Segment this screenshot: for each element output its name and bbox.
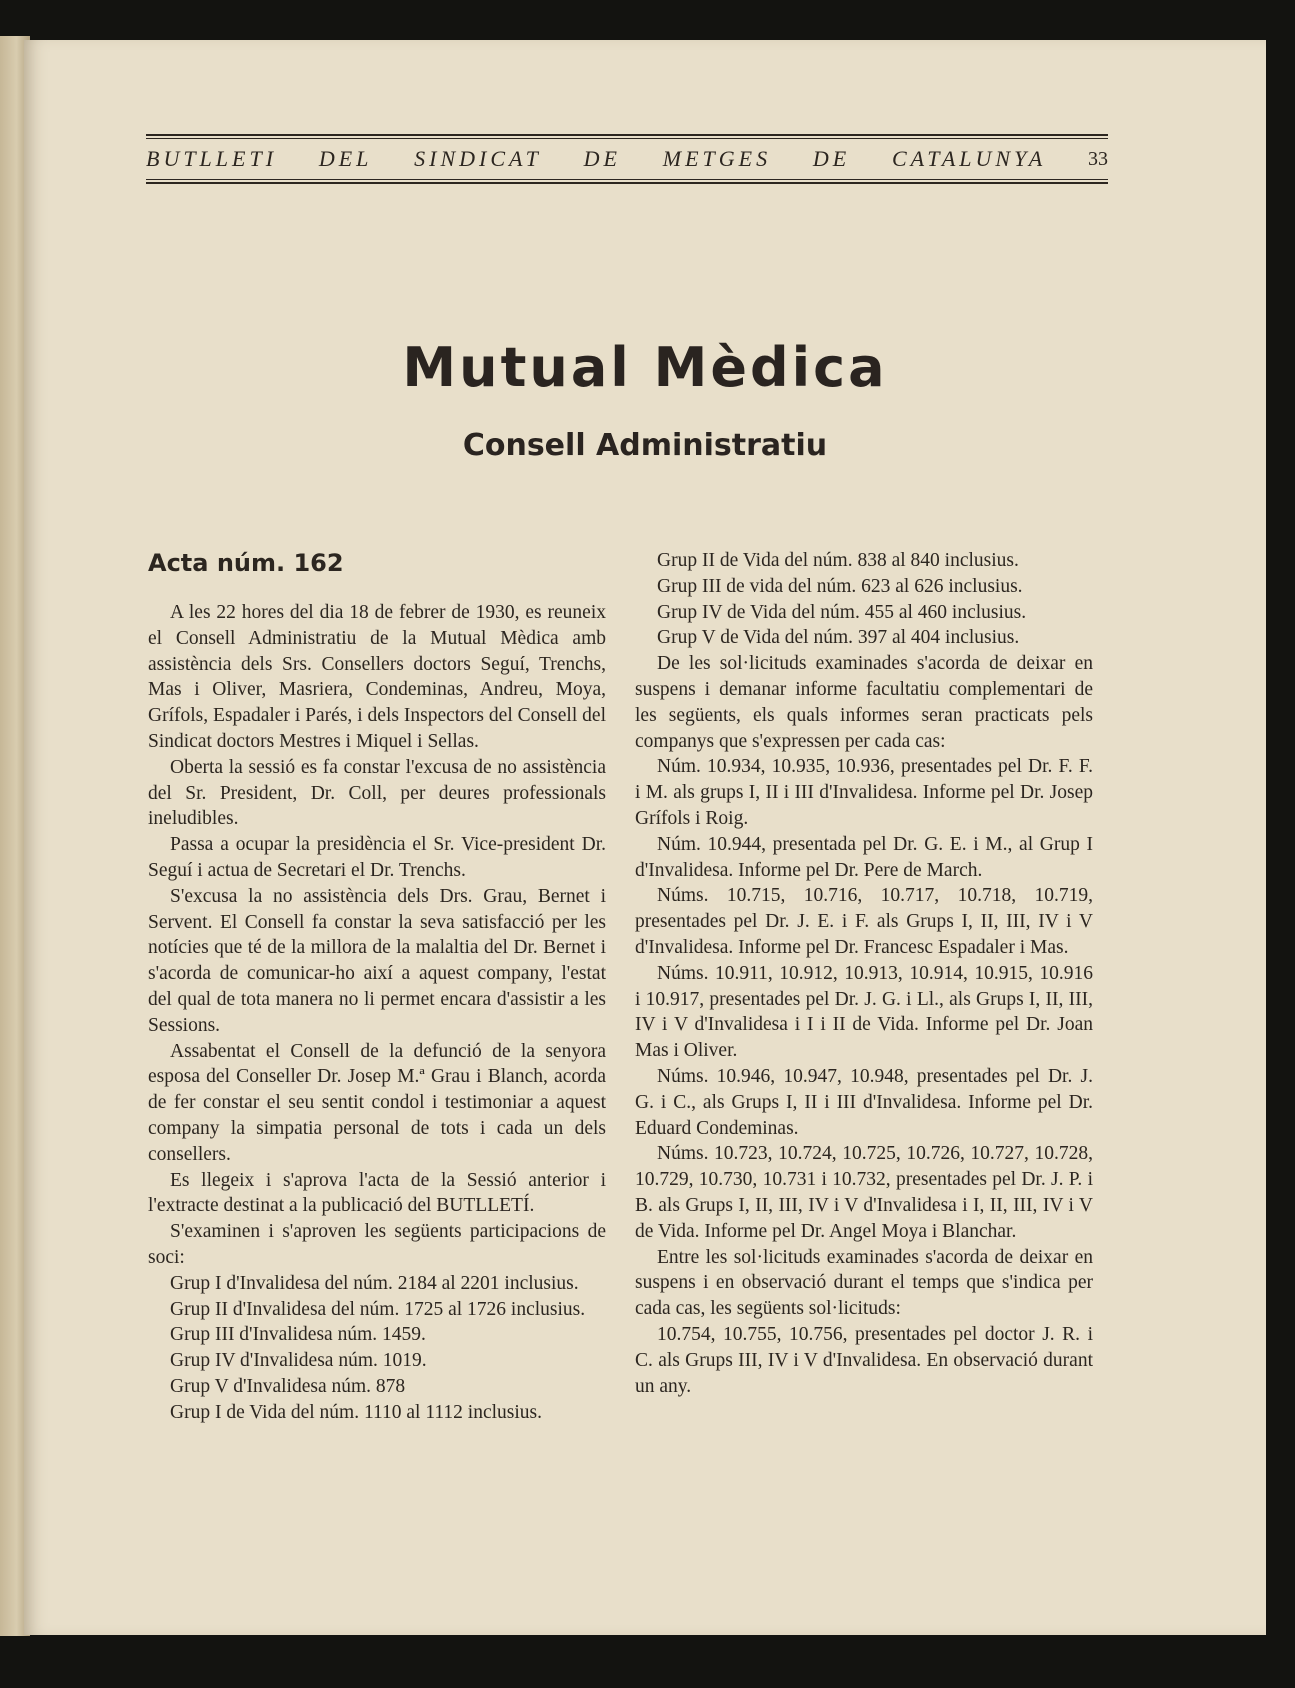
- header-word: DE: [812, 146, 851, 171]
- header-word: DE: [583, 146, 621, 171]
- paragraph: Grup I d'Invalidesa del núm. 2184 al 2201 inclusius.: [170, 1272, 579, 1294]
- paragraph: 10.754, 10.755, 10.756, presentades pel doctor J. R. i C. als Grups III, IV i V d'Invalidesa. En observació durant un any.: [635, 1323, 1093, 1397]
- paragraph: Grup V de Vida del núm. 397 al 404 inclusius.: [657, 627, 1020, 649]
- running-header: [146, 134, 1108, 186]
- header-line: [146, 141, 1108, 179]
- paragraph: Entre les sol·licituds examinades s'acorda de deixar en suspens i en observació durant el temps que s'indica per cada cas, les següents sol·licituds:: [635, 1246, 1093, 1320]
- paragraph: Núms. 10.911, 10.912, 10.913, 10.914, 10.915, 10.916 i 10.917, presentades pel Dr. J. G. i Ll., als Grups I, II, III, IV i V d'Invalidesa i I i II de Vida. Informe pel Dr. Joan Mas i Oliver.: [635, 962, 1093, 1062]
- paragraph: Núm. 10.934, 10.935, 10.936, presentades pel Dr. F. F. i M. als grups I, II i III d'Invalidesa. Informe pel Dr. Josep Grífols i Roig.: [635, 756, 1093, 829]
- article-subtitle: Consell Administratiu: [462, 428, 828, 463]
- paragraph: Passa a ocupar la presidència el Sr. Vice-president Dr. Seguí i actua de Secretari el Dr. Trenchs.: [148, 834, 606, 881]
- paragraph: Es llegeix i s'aprova l'acta de la Sessió anterior i l'extracte destinat a la publicació del BUTLLETÍ.: [148, 1169, 606, 1217]
- header-bottom-rule: [146, 179, 1108, 186]
- minutes-heading: Acta núm. 162: [148, 549, 344, 577]
- paragraph: Grup I de Vida del núm. 1110 al 1112 inclusius.: [170, 1401, 542, 1423]
- paragraph: Núms. 10.723, 10.724, 10.725, 10.726, 10.727, 10.728, 10.729, 10.730, 10.731 i 10.732, presentades pel Dr. J. P. i B. als Grups I, II, III, IV i V d'Invalidesa i I, II, III, IV i V de Vida. Informe pel Dr. Angel Moya i Blanchar.: [635, 1143, 1093, 1242]
- paragraph: Grup V d'Invalidesa núm. 878: [170, 1375, 406, 1397]
- paragraph: Núm. 10.944, presentada pel Dr. G. E. i M., al Grup I d'Invalidesa. Informe pel Dr. Pere de March.: [635, 833, 1093, 881]
- paragraph: Oberta la sessió es fa constar l'excusa de no assistència del Sr. President, Dr. Coll, per deures professionals ineludibles.: [148, 756, 606, 830]
- paragraph: Núms. 10.946, 10.947, 10.948, presentades pel Dr. J. G. i C., als Grups I, II i III d'Invalidesa. Informe pel Dr. Eduard Condeminas.: [635, 1065, 1093, 1139]
- paragraph: Grup IV d'Invalidesa núm. 1019.: [170, 1350, 427, 1372]
- paragraph: Núms. 10.715, 10.716, 10.717, 10.718, 10.719, presentades pel Dr. J. E. i F. als Grups I, II, III, IV i V d'Invalidesa. Informe pel Dr. Francesc Espadaler i Mas.: [635, 885, 1093, 958]
- paragraph: Grup III de vida del núm. 623 al 626 inclusius.: [657, 575, 1023, 597]
- paragraph: Grup IV de Vida del núm. 455 al 460 inclusius.: [657, 601, 1027, 623]
- paragraph: S'excusa la no assistència dels Drs. Grau, Bernet i Servent. El Consell fa constar la seva satisfacció per les notícies que té de la millora de la malaltia del Dr. Bernet i s'acorda de comunicar-ho així a aquest company, l'estat del qual de tota manera no li permet encara d'assistir a les Sessions.: [148, 885, 606, 1036]
- header-word: CATALUNYA: [891, 146, 1047, 171]
- header-word: SINDICAT: [414, 146, 542, 171]
- document-page: [24, 40, 1266, 1635]
- header-top-rule: [146, 134, 1108, 141]
- header-word: BUTLLETI: [146, 146, 278, 171]
- paragraph: Assabentat el Consell de la defunció de la senyora esposa del Conseller Dr. Josep M.ª Grau i Blanch, acorda de fer constar el seu sentit condol i testimoniar a aquest company la simpatia personal de tots i cada un dels consellers.: [148, 1040, 606, 1165]
- paragraph: De les sol·licituds examinades s'acorda de deixar en suspens i demanar informe facultatiu complementari de les següents, els quals informes seran practicats pels companys que s'expressen per cada cas:: [635, 653, 1093, 752]
- header-word: METGES: [662, 146, 772, 171]
- header-word: DEL: [318, 146, 373, 171]
- right-column: [635, 548, 1093, 1399]
- left-column: [148, 548, 606, 1426]
- paragraph: Grup II de Vida del núm. 838 al 840 inclusius.: [657, 550, 1019, 571]
- paragraph: S'examinen i s'aproven les següents participacions de soci:: [148, 1221, 606, 1268]
- paragraph: Grup III d'Invalidesa núm. 1459.: [170, 1324, 426, 1346]
- paragraph: A les 22 hores del dia 18 de febrer de 1930, es reuneix el Consell Administratiu de la Mutual Mèdica amb assistència dels Srs. Consellers doctors Seguí, Trenchs, Mas i Oliver, Masriera, Condeminas, Andreu, Moya, Grífols, Espadaler i Parés, i dels Inspectors del Consell del Sindicat doctors Mestres i Miquel i Sellas.: [148, 602, 606, 752]
- page-number: 33: [1087, 147, 1108, 170]
- article-title: Mutual Mèdica: [402, 336, 888, 399]
- paragraph: Grup II d'Invalidesa del núm. 1725 al 1726 inclusius.: [170, 1298, 586, 1320]
